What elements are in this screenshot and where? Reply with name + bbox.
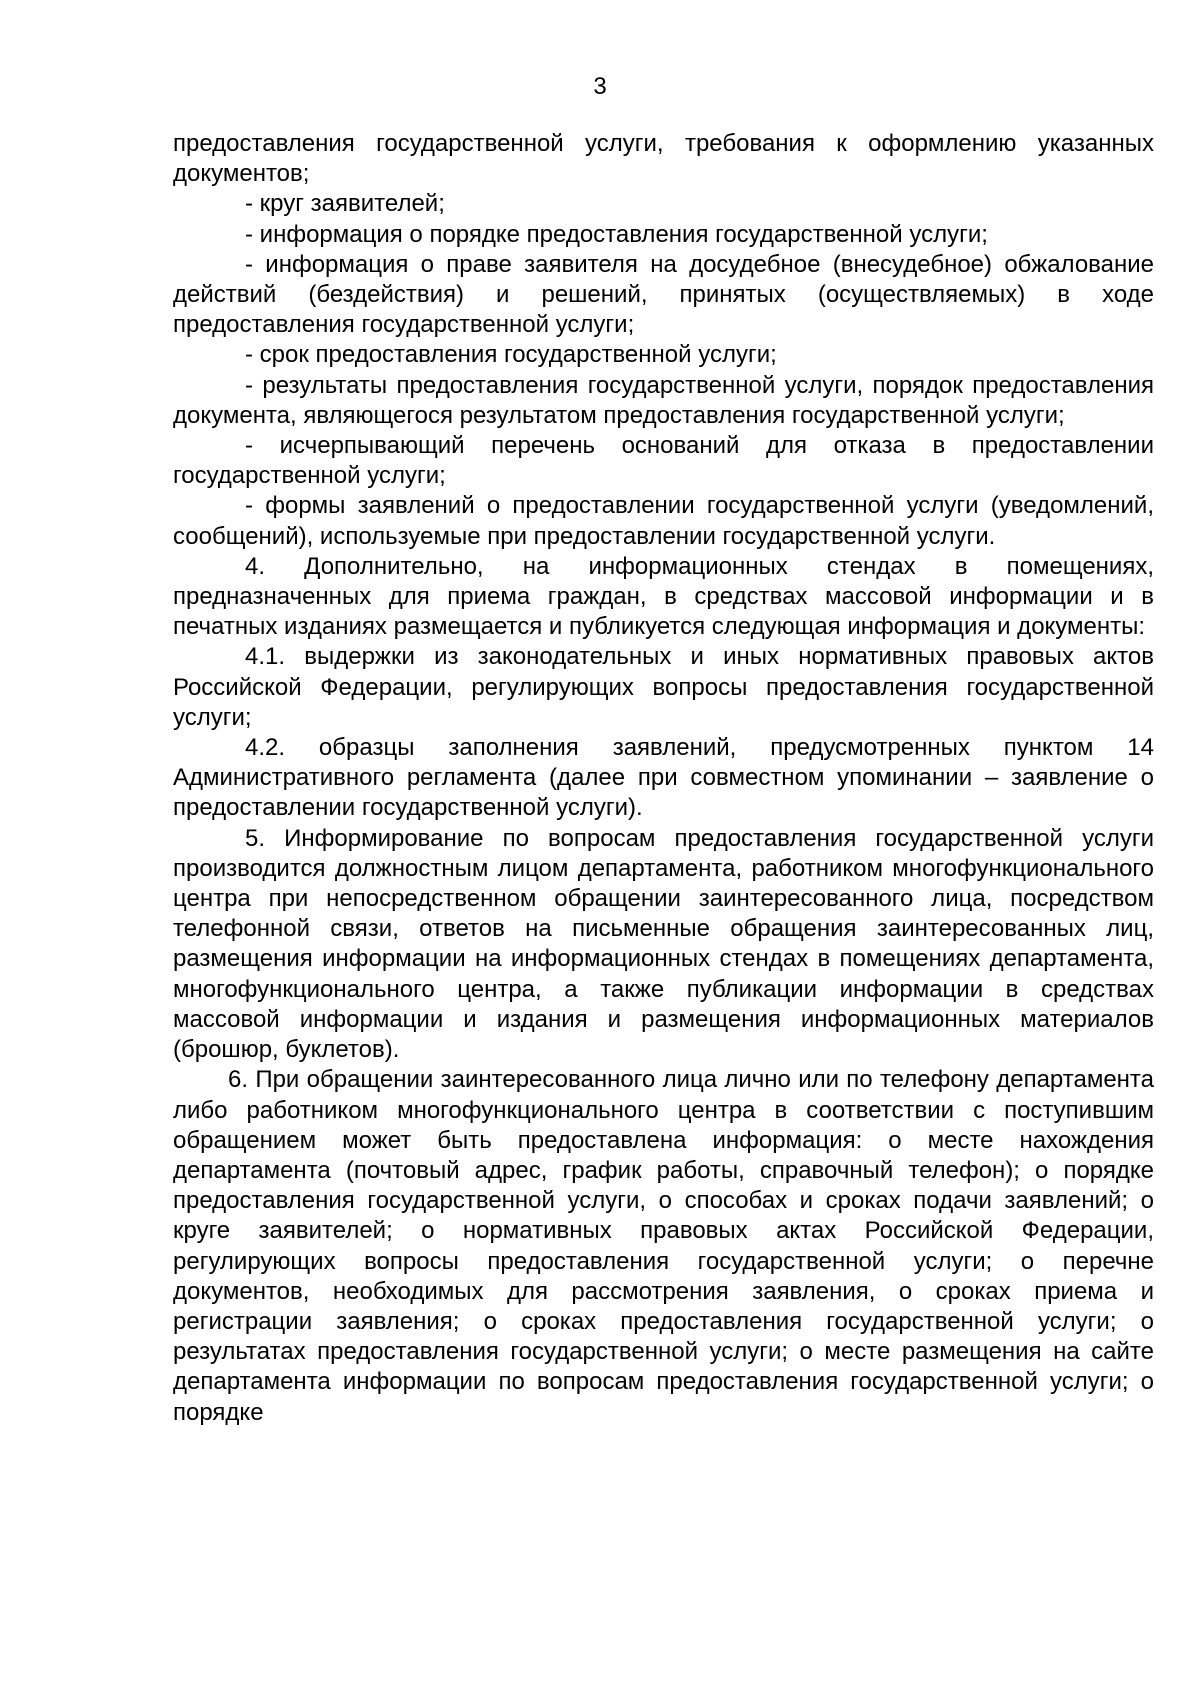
list-item: - информация о порядке предоставления государственной услуги;: [245, 220, 988, 248]
paragraph: 4.1. выдержки из законодательных и иных нормативных правовых актов Российской Федерации, регулирующих вопросы предоставления государственной услуги;: [173, 643, 1154, 731]
paragraph: 6. При обращении заинтересованного лица лично или по телефону департамента либо работником многофункционального центра в соответствии с поступившим обращением может быть предоставлена информация: о месте нахождения департамента (почтовый адрес, график работы, справочный телефон); о порядке предоставления государственной услуги, о способах и сроках подачи заявлений; о круге заявителей; о нормативных правовых актах Российской Федерации, регулирующих вопросы предоставления государственной услуги; о перечне документов, необходимых для рассмотрения заявления, о сроках приема и регистрации заявления; о сроках предоставления государственной услуги; о результатах предоставления государственной услуги; о месте размещения на сайте департамента информации по вопросам предоставления государственной услуги; о порядке: [173, 1066, 1154, 1426]
list-item: - срок предоставления государственной услуги;: [245, 341, 777, 369]
list-item: - информация о праве заявителя на досудебное (внесудебное) обжалование действий (бездействия) и решений, принятых (осуществляемых) в ходе предоставления государственной услуги;: [173, 250, 1154, 339]
page-number: 3: [593, 73, 607, 100]
list-item: - результаты предоставления государственной услуги, порядок предоставления документа, являющегося результатом предоставления государственной услуги;: [173, 371, 1154, 429]
paragraph: 4. Дополнительно, на информационных стендах в помещениях, предназначенных для приема граждан, в средствах массовой информации и в печатных изданиях размещается и публикуется следующая информация и документы:: [173, 552, 1154, 641]
paragraph: 5. Информирование по вопросам предоставления государственной услуги производится должностным лицом департамента, работником многофункционального центра при непосредственном обращении заинтересованного лица, посредством телефонной связи, ответов на письменные обращения заинтересованных лиц, размещения информации на информационных стендах в помещениях департамента, многофункционального центра, а также публикации информации в средствах массовой информации и издания и размещения информационных материалов (брошюр, буклетов).: [173, 824, 1154, 1064]
list-item: - круг заявителей;: [245, 190, 445, 218]
paragraph: предоставления государственной услуги, требования к оформлению указанных документов;: [173, 130, 1154, 188]
paragraph: 4.2. образцы заполнения заявлений, предусмотренных пунктом 14 Административного регламента (далее при совместном упоминании – заявление о предоставлении государственной услуги).: [173, 734, 1154, 822]
list-item: - исчерпывающий перечень оснований для отказа в предоставлении государственной услуги;: [173, 432, 1154, 490]
body-text: [173, 129, 1154, 1428]
list-item: - формы заявлений о предоставлении государственной услуги (уведомлений, сообщений), используемые при предоставлении государственной услуги.: [173, 492, 1154, 550]
